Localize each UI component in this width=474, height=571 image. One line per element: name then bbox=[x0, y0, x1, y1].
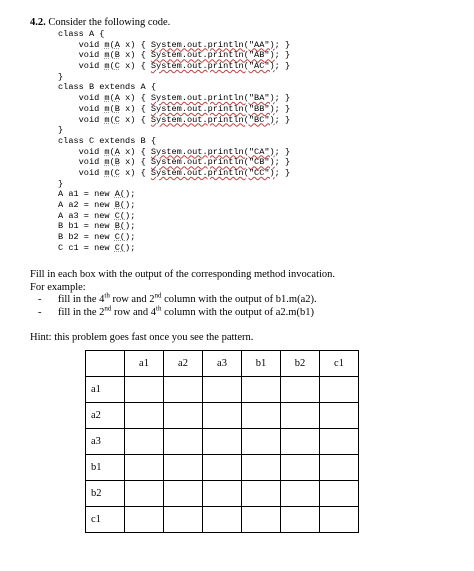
answer-cell[interactable] bbox=[320, 481, 359, 507]
code-line: void m(B x) { System.out.println("BB"); } bbox=[58, 103, 291, 114]
hint-text: Hint: this problem goes fast once you see the pattern. bbox=[30, 332, 254, 343]
code-line: void m(C x) { System.out.println("BC"); } bbox=[58, 114, 291, 125]
answer-cell[interactable] bbox=[320, 377, 359, 403]
column-header: a3 bbox=[203, 351, 242, 377]
code-line: void m(B x) { System.out.println("CB"); } bbox=[58, 157, 291, 168]
code-line: } bbox=[58, 71, 64, 82]
row-header: a2 bbox=[86, 403, 125, 429]
answer-cell[interactable] bbox=[320, 507, 359, 533]
example-1: - fill in the 4th row and 2nd column with the output of b1.m(a2). bbox=[30, 294, 335, 307]
answer-cell[interactable] bbox=[242, 403, 281, 429]
code-line: class B extends A { bbox=[58, 82, 156, 93]
code-line: A a3 = new C(); bbox=[58, 210, 136, 221]
answer-cell[interactable] bbox=[242, 507, 281, 533]
answer-cell[interactable] bbox=[125, 377, 164, 403]
example-2: - fill in the 2nd row and 4th column with the output of a2.m(b1) bbox=[30, 307, 335, 320]
answer-cell[interactable] bbox=[242, 481, 281, 507]
instruction-line: Fill in each box with the output of the corresponding method invocation. bbox=[30, 269, 336, 280]
table-row bbox=[86, 377, 359, 403]
answer-cell[interactable] bbox=[203, 429, 242, 455]
code-line: void m(C x) { System.out.println("CC"); } bbox=[58, 167, 291, 178]
code-line: class C extends B { bbox=[58, 135, 156, 146]
answer-cell[interactable] bbox=[125, 455, 164, 481]
table-header-row bbox=[86, 351, 359, 377]
code-line: void m(A x) { System.out.println("CA"); } bbox=[58, 146, 291, 157]
answer-table bbox=[85, 350, 359, 533]
table-row bbox=[86, 455, 359, 481]
problem-heading bbox=[30, 16, 170, 29]
code-line: B b2 = new C(); bbox=[58, 232, 136, 243]
code-line: void m(A x) { System.out.println("AA"); } bbox=[58, 39, 291, 50]
code-line: B b1 = new B(); bbox=[58, 221, 136, 232]
code-line: void m(C x) { System.out.println("AC"); } bbox=[58, 61, 291, 72]
answer-cell[interactable] bbox=[281, 403, 320, 429]
column-header: a1 bbox=[125, 351, 164, 377]
table-row bbox=[86, 481, 359, 507]
answer-cell[interactable] bbox=[242, 455, 281, 481]
code-block bbox=[58, 29, 290, 253]
answer-cell[interactable] bbox=[242, 429, 281, 455]
answer-cell[interactable] bbox=[203, 403, 242, 429]
problem-number: 4.2. bbox=[30, 17, 46, 28]
code-line: A a1 = new A(); bbox=[58, 189, 136, 200]
code-line: class A { bbox=[58, 29, 105, 39]
answer-cell[interactable] bbox=[281, 455, 320, 481]
code-line: } bbox=[58, 125, 64, 136]
answer-cell[interactable] bbox=[164, 429, 203, 455]
table-row bbox=[86, 429, 359, 455]
column-header: b1 bbox=[242, 351, 281, 377]
code-line: } bbox=[58, 178, 64, 189]
column-header: b2 bbox=[281, 351, 320, 377]
code-line: void m(B x) { System.out.println("AB"); } bbox=[58, 50, 291, 61]
answer-cell[interactable] bbox=[320, 429, 359, 455]
row-header: b1 bbox=[86, 455, 125, 481]
row-header: b2 bbox=[86, 481, 125, 507]
code-line: C c1 = new C(); bbox=[58, 242, 136, 253]
bullet: - bbox=[38, 294, 42, 305]
answer-cell[interactable] bbox=[125, 429, 164, 455]
answer-cell[interactable] bbox=[281, 429, 320, 455]
answer-cell[interactable] bbox=[320, 403, 359, 429]
answer-cell[interactable] bbox=[164, 403, 203, 429]
answer-cell[interactable] bbox=[164, 377, 203, 403]
row-header: a1 bbox=[86, 377, 125, 403]
answer-cell[interactable] bbox=[164, 481, 203, 507]
answer-cell[interactable] bbox=[164, 455, 203, 481]
instructions bbox=[30, 269, 335, 319]
answer-cell[interactable] bbox=[125, 507, 164, 533]
table-corner-cell bbox=[86, 351, 125, 377]
answer-cell[interactable] bbox=[281, 481, 320, 507]
table-row bbox=[86, 507, 359, 533]
instruction-example-label: For example: bbox=[30, 281, 86, 293]
answer-cell[interactable] bbox=[125, 403, 164, 429]
bullet: - bbox=[38, 306, 42, 318]
answer-cell[interactable] bbox=[281, 377, 320, 403]
answer-cell[interactable] bbox=[125, 481, 164, 507]
answer-cell[interactable] bbox=[203, 481, 242, 507]
answer-cell[interactable] bbox=[203, 455, 242, 481]
code-line: void m(A x) { System.out.println("BA"); } bbox=[58, 93, 291, 104]
answer-cell[interactable] bbox=[320, 455, 359, 481]
answer-cell[interactable] bbox=[203, 507, 242, 533]
answer-cell[interactable] bbox=[164, 507, 203, 533]
code-line: A a2 = new B(); bbox=[58, 200, 136, 210]
table-row bbox=[86, 403, 359, 429]
problem-statement: Consider the following code. bbox=[48, 17, 171, 28]
answer-cell[interactable] bbox=[203, 377, 242, 403]
column-header: a2 bbox=[164, 351, 203, 377]
answer-cell[interactable] bbox=[281, 507, 320, 533]
row-header: a3 bbox=[86, 429, 125, 455]
row-header: c1 bbox=[86, 507, 125, 533]
answer-cell[interactable] bbox=[242, 377, 281, 403]
column-header: c1 bbox=[320, 351, 359, 377]
